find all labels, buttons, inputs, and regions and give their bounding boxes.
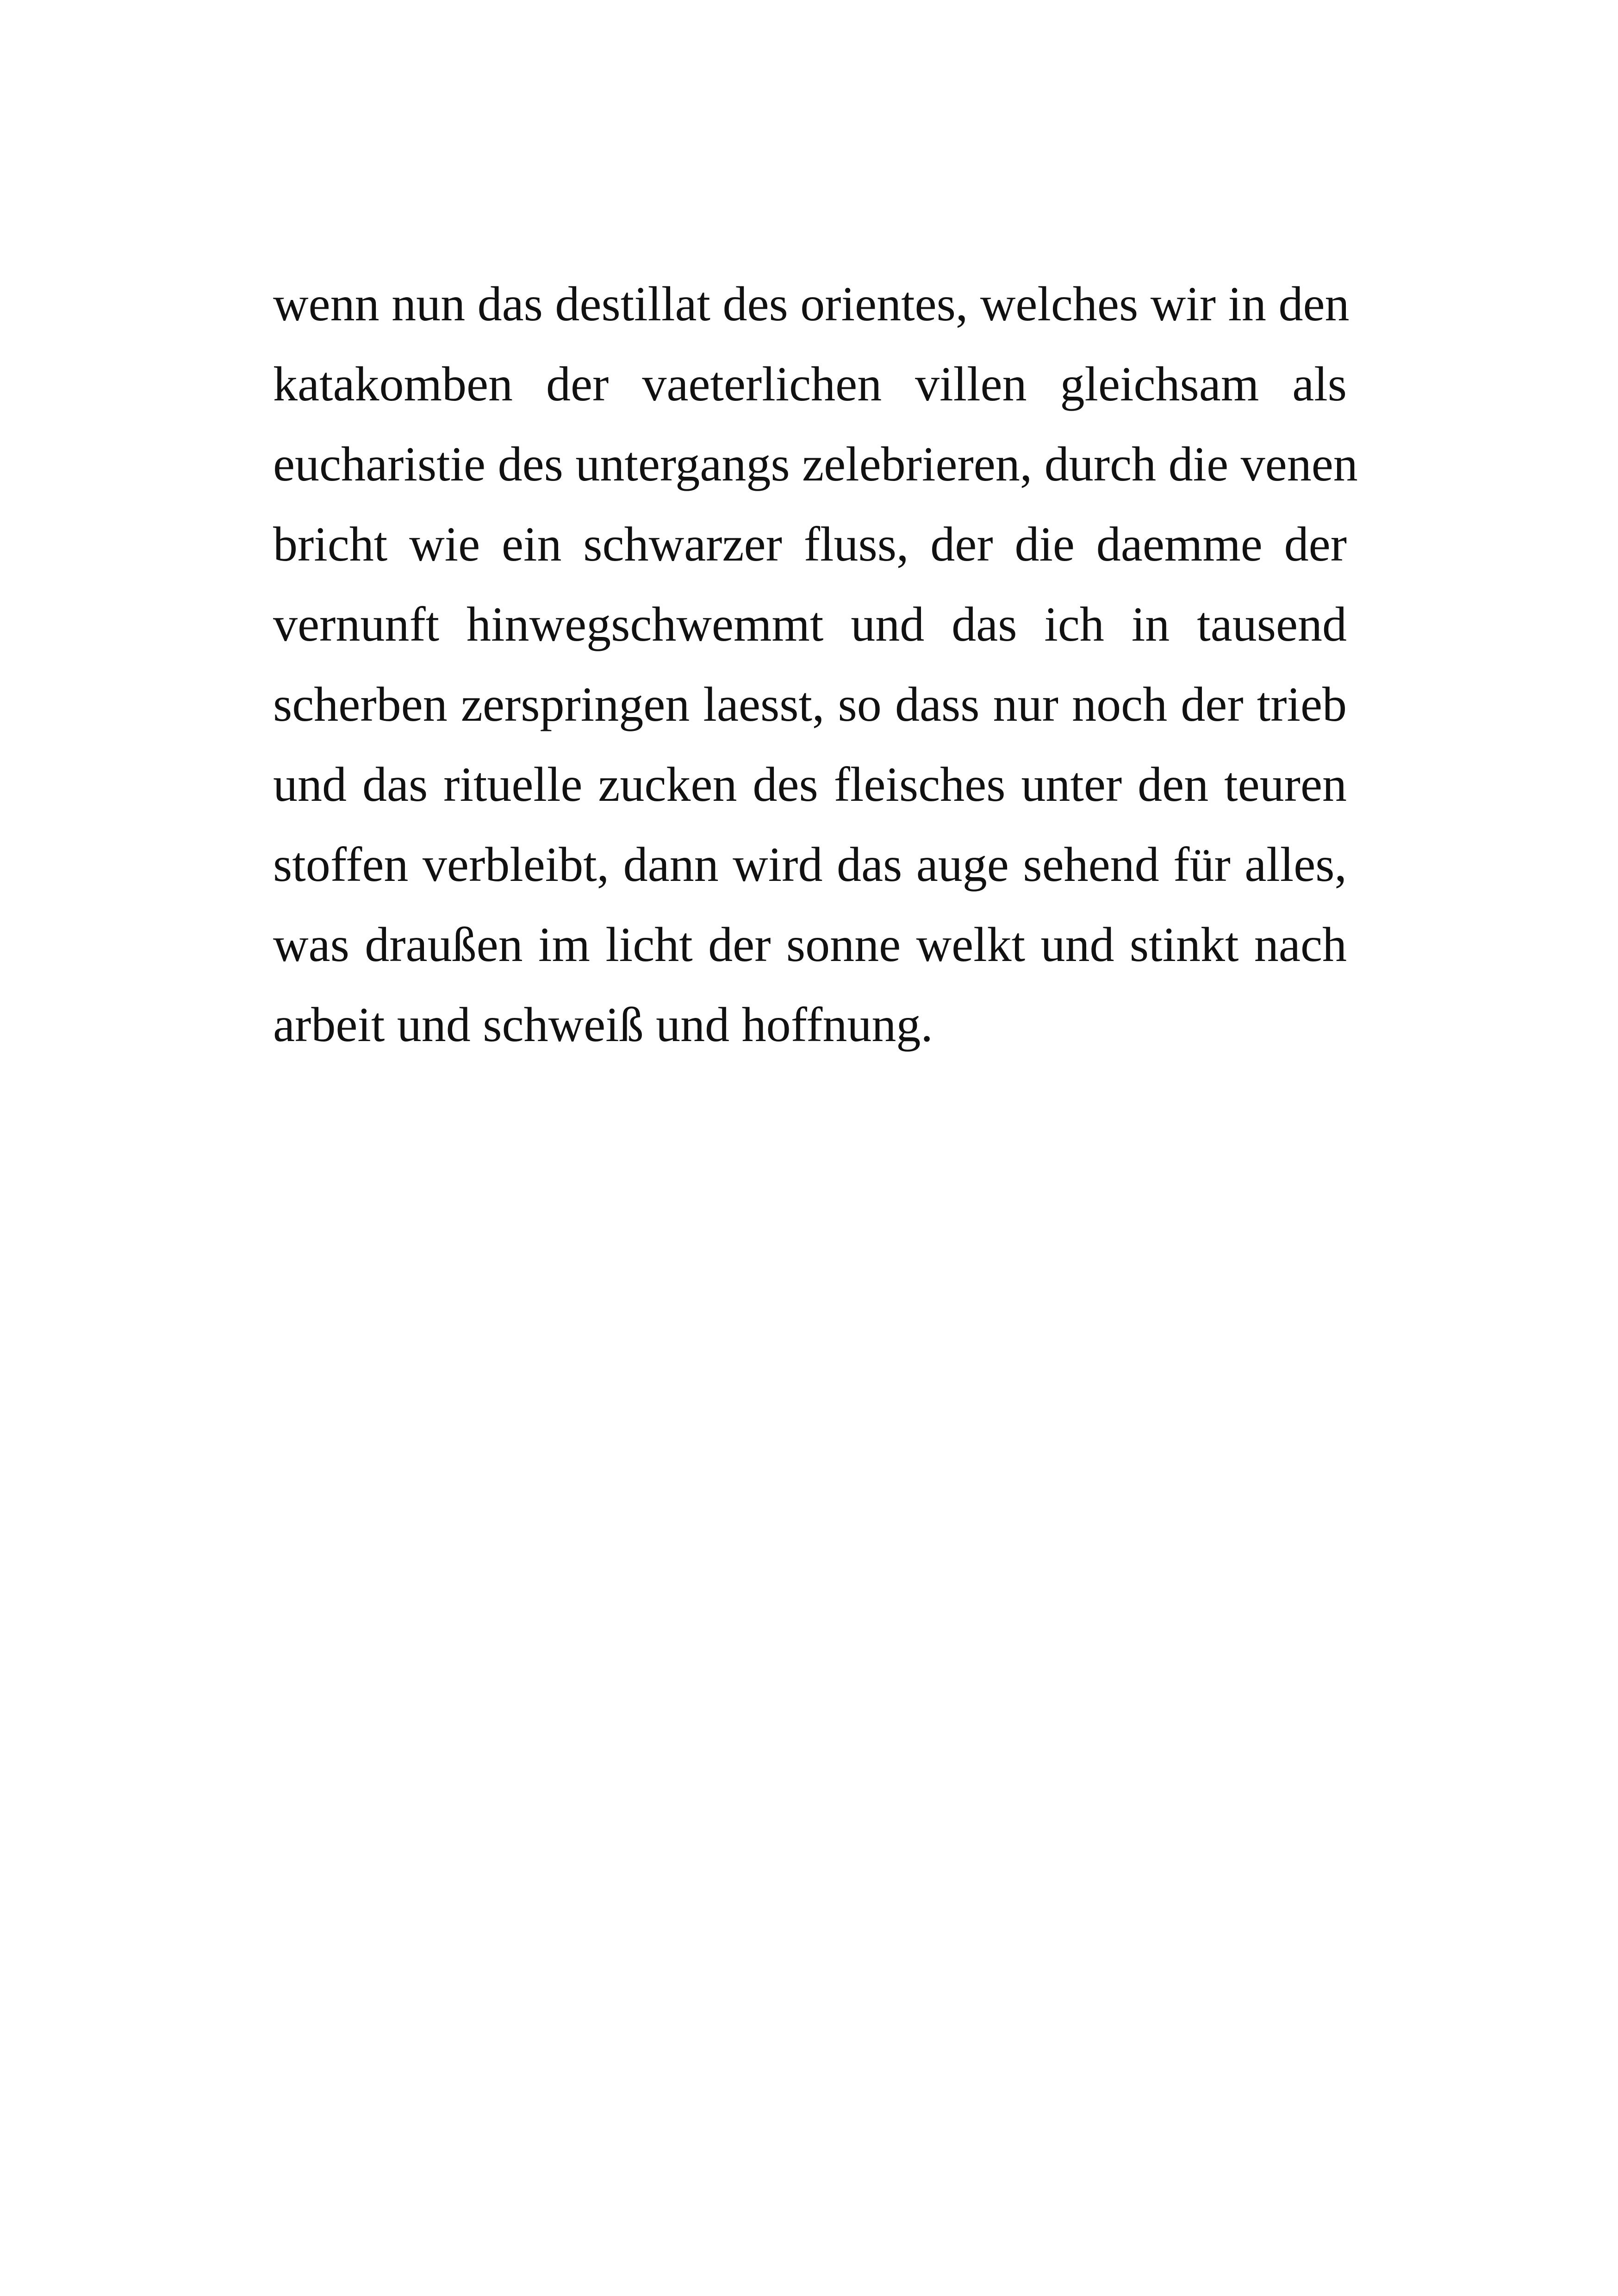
text-line: stoffen verbleibt, dann wird das auge sehend für alles, xyxy=(273,837,1347,892)
body-paragraph xyxy=(273,273,1358,1074)
text-line: eucharistie des untergangs zelebrieren, durch die venen xyxy=(273,437,1358,491)
text-line: vernunft hinwegschwemmt und das ich in tausend xyxy=(273,597,1347,651)
text-line: wenn nun das destillat des orientes, welches wir in den xyxy=(273,277,1350,331)
text-line: arbeit und schweiß und hoffnung. xyxy=(273,998,933,1052)
text-line: bricht wie ein schwarzer fluss, der die daemme der xyxy=(273,517,1347,571)
text-line: und das rituelle zucken des fleisches unter den teuren xyxy=(273,757,1347,811)
text-line: scherben zerspringen laesst, so dass nur noch der trieb xyxy=(273,677,1347,731)
text-line: was draußen im licht der sonne welkt und stinkt nach xyxy=(273,917,1347,972)
text-line: katakomben der vaeterlichen villen gleichsam als xyxy=(273,357,1347,411)
